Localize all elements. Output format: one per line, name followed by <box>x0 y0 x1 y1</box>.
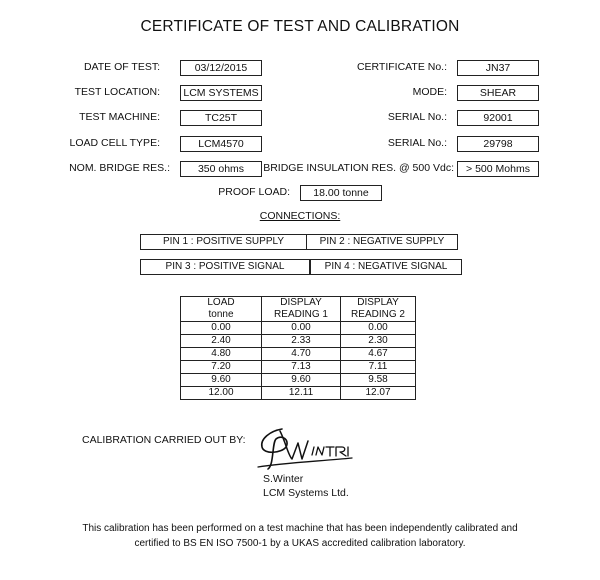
pin-row-1 <box>140 234 458 250</box>
serial-no-value-2: 29798 <box>457 136 539 152</box>
calibrator-company: LCM Systems Ltd. <box>263 487 349 499</box>
header-reading-2-line1: DISPLAY <box>357 297 399 308</box>
cell-reading-1: 9.60 <box>262 374 341 387</box>
connections-title: CONNECTIONS: <box>259 210 341 222</box>
calibration-carried-out-label: CALIBRATION CARRIED OUT BY: <box>82 434 246 446</box>
pin-4: PIN 4 : NEGATIVE SIGNAL <box>310 259 462 275</box>
header-reading-2 <box>341 297 416 322</box>
cell-load: 4.80 <box>181 348 262 361</box>
table-row <box>181 348 416 361</box>
cell-reading-1: 12.11 <box>262 387 341 400</box>
proof-load-value: 18.00 tonne <box>300 185 382 201</box>
mode-label: MODE: <box>412 86 447 98</box>
proof-load-label: PROOF LOAD: <box>218 186 290 198</box>
header-reading-1 <box>262 297 341 322</box>
calibration-table <box>180 296 416 400</box>
cell-load: 9.60 <box>181 374 262 387</box>
table-row <box>181 374 416 387</box>
cell-reading-2: 4.67 <box>341 348 416 361</box>
signature-image <box>252 425 362 471</box>
certificate-no-label: CERTIFICATE No.: <box>356 61 447 73</box>
test-location-label: TEST LOCATION: <box>74 86 160 98</box>
header-load-line1: LOAD <box>207 297 235 308</box>
cell-reading-1: 4.70 <box>262 348 341 361</box>
calibrator-name: S.Winter <box>263 473 304 485</box>
serial-no-value-1: 92001 <box>457 110 539 126</box>
pin-3: PIN 3 : POSITIVE SIGNAL <box>140 259 310 275</box>
pin-2: PIN 2 : NEGATIVE SUPPLY <box>307 234 458 250</box>
cell-reading-2: 12.07 <box>341 387 416 400</box>
certificate-title: CERTIFICATE OF TEST AND CALIBRATION <box>140 18 460 35</box>
cell-reading-1: 7.13 <box>262 361 341 374</box>
load-cell-type-value: LCM4570 <box>180 136 262 152</box>
header-reading-2-line2: READING 2 <box>351 309 405 320</box>
test-machine-label: TEST MACHINE: <box>79 111 160 123</box>
date-of-test-value: 03/12/2015 <box>180 60 262 76</box>
cell-load: 7.20 <box>181 361 262 374</box>
pin-row-2 <box>140 259 462 275</box>
table-row <box>181 361 416 374</box>
test-location-value: LCM SYSTEMS <box>180 85 262 101</box>
table-row <box>181 335 416 348</box>
mode-value: SHEAR <box>457 85 539 101</box>
cell-reading-2: 7.11 <box>341 361 416 374</box>
header-load <box>181 297 262 322</box>
pin-1: PIN 1 : POSITIVE SUPPLY <box>140 234 307 250</box>
header-load-line2: tonne <box>208 309 234 320</box>
certificate-no-value: JN37 <box>457 60 539 76</box>
table-row <box>181 387 416 400</box>
serial-no-label-1: SERIAL No.: <box>387 111 447 123</box>
cell-reading-2: 0.00 <box>341 322 416 335</box>
load-cell-type-label: LOAD CELL TYPE: <box>69 137 160 149</box>
table-row <box>181 322 416 335</box>
cell-load: 12.00 <box>181 387 262 400</box>
nom-bridge-res-value: 350 ohms <box>180 161 262 177</box>
bridge-insulation-value: > 500 Mohms <box>457 161 539 177</box>
test-machine-value: TC25T <box>180 110 262 126</box>
cell-load: 2.40 <box>181 335 262 348</box>
header-reading-1-line2: READING 1 <box>274 309 328 320</box>
nom-bridge-res-label: NOM. BRIDGE RES.: <box>69 162 170 174</box>
bridge-insulation-label: BRIDGE INSULATION RES. @ 500 Vdc: <box>263 162 454 174</box>
header-reading-1-line1: DISPLAY <box>280 297 322 308</box>
serial-no-label-2: SERIAL No.: <box>387 137 447 149</box>
cell-reading-2: 2.30 <box>341 335 416 348</box>
cell-reading-1: 0.00 <box>262 322 341 335</box>
table-header-row <box>181 297 416 322</box>
date-of-test-label: DATE OF TEST: <box>83 61 160 73</box>
footer-line-1: This calibration has been performed on a test machine that has been independently calibrated and <box>82 523 518 534</box>
cell-reading-1: 2.33 <box>262 335 341 348</box>
footer-line-2: certified to BS EN ISO 7500-1 by a UKAS accredited calibration laboratory. <box>134 538 466 549</box>
cell-load: 0.00 <box>181 322 262 335</box>
cell-reading-2: 9.58 <box>341 374 416 387</box>
